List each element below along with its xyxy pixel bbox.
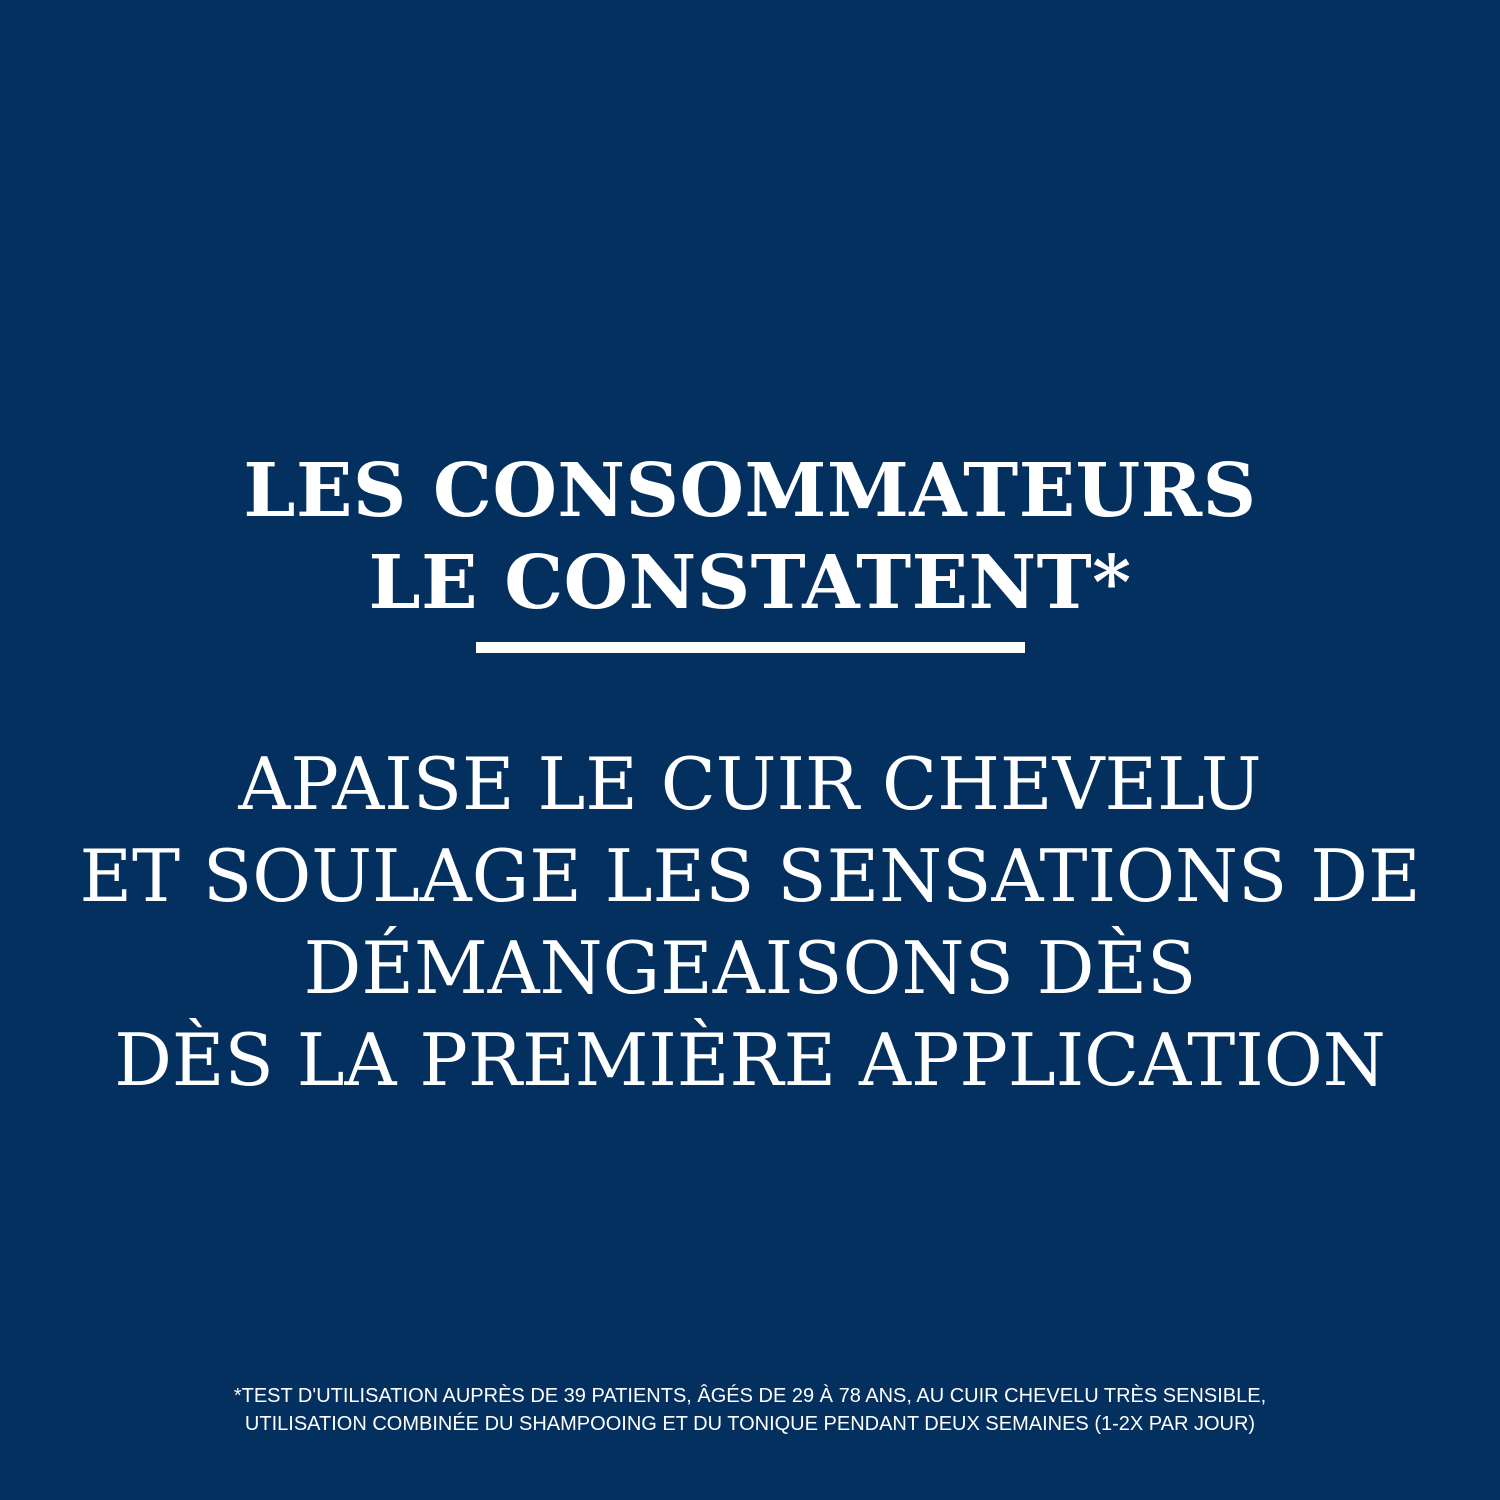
claim-line-1: APAISE LE CUIR CHEVELU — [238, 742, 1262, 826]
claim-text — [0, 738, 1500, 1106]
headline-line-1: LES CONSOMMATEURS — [243, 448, 1257, 534]
claim-line-3: DÉMANGEAISONS DÈS — [303, 926, 1197, 1010]
headline-line-2: LE CONSTATENT* — [368, 540, 1132, 626]
headline — [0, 445, 1500, 629]
headline-underline — [476, 642, 1025, 653]
footnote-line-2: UTILISATION COMBINÉE DU SHAMPOOING ET DU TONIQUE PENDANT DEUX SEMAINES (1-2X PAR JOUR) — [244, 1413, 1256, 1435]
footnote — [0, 1382, 1500, 1438]
claim-line-2: ET SOULAGE LES SENSATIONS DE — [79, 834, 1421, 918]
claim-line-4: DÈS LA PREMIÈRE APPLICATION — [114, 1018, 1386, 1102]
footnote-line-1: *TEST D'UTILISATION AUPRÈS DE 39 PATIENTS, ÂGÉS DE 29 À 78 ANS, AU CUIR CHEVELU TRÈS SENSIBLE, — [233, 1385, 1267, 1407]
